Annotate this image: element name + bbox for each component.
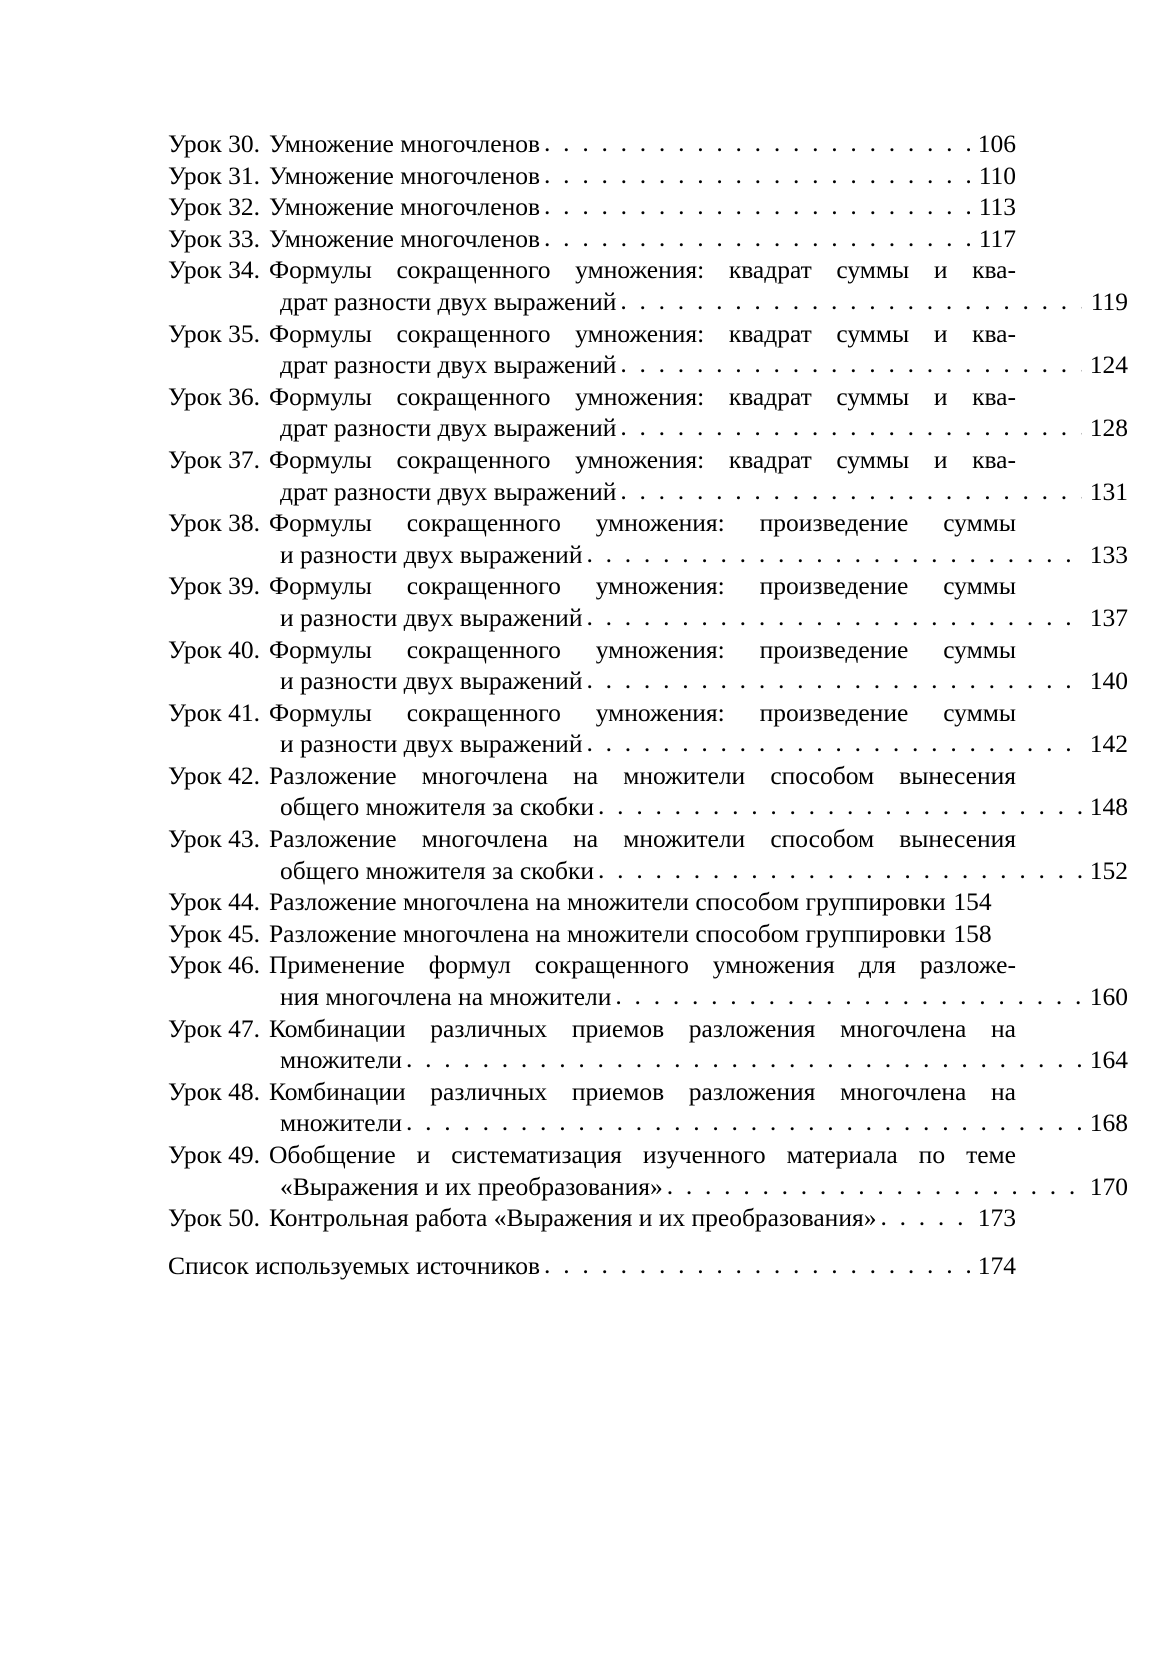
entry-title-line1: Формулы сокращенного умножения: квадрат суммы и ква-	[268, 255, 1016, 285]
lesson-label: Урок 30.	[168, 129, 260, 158]
page-number: 119	[1090, 286, 1128, 316]
entry-title-line2: и разности двух выражений	[280, 539, 583, 569]
leader-dots	[616, 348, 1082, 380]
entry-title-line1: Формулы сокращенного умножения: произведение суммы	[268, 571, 1016, 601]
lesson-label: Урок 48.	[168, 1076, 260, 1106]
entry-title-line2: множители	[280, 1108, 402, 1138]
leader-dots	[540, 127, 970, 159]
lesson-label: Урок 34.	[168, 255, 260, 285]
entry-title: Умножение многочленов	[268, 223, 541, 253]
entry-title-line2: драт разности двух выражений	[280, 350, 617, 380]
toc-entry[interactable]	[168, 160, 1016, 192]
table-of-contents	[168, 128, 1128, 1281]
lesson-label: Урок 44.	[168, 887, 260, 917]
toc-entry[interactable]	[168, 381, 1128, 444]
entry-title-line2: драт разности двух выражений	[280, 413, 617, 443]
leader-dots	[540, 190, 970, 222]
lesson-label: Урок 46.	[168, 950, 260, 980]
lesson-label: Урок 33.	[168, 223, 260, 253]
entry-title: Умножение многочленов	[268, 160, 541, 190]
leader-dots	[582, 664, 1082, 696]
page-number: 110	[978, 160, 1016, 190]
entry-title-line2: ния многочлена на множители	[280, 982, 612, 1012]
toc-entry[interactable]	[168, 570, 1128, 633]
lesson-label: Урок 36.	[168, 381, 260, 411]
entry-title: Список используемых источников	[168, 1250, 541, 1280]
lesson-label: Урок 42.	[168, 760, 260, 790]
lesson-label: Урок 39.	[168, 571, 260, 601]
entry-title-line1: Разложение многочлена на множители способом вынесения	[268, 824, 1016, 854]
leader-dots	[402, 1043, 1082, 1075]
toc-entry[interactable]	[168, 1013, 1128, 1076]
lesson-label: Урок 45.	[168, 918, 260, 948]
lesson-label: Урок 37.	[168, 444, 260, 474]
page-number: 154	[953, 887, 992, 917]
entry-title-line1: Формулы сокращенного умножения: произведение суммы	[268, 697, 1016, 727]
entry-title-line2: драт разности двух выражений	[280, 286, 617, 316]
leader-dots	[582, 727, 1082, 759]
toc-entry[interactable]	[168, 318, 1128, 381]
page-number: 140	[1089, 666, 1128, 696]
page-number: 142	[1089, 729, 1128, 759]
page-number: 174	[977, 1250, 1016, 1280]
toc-entry[interactable]	[168, 1076, 1128, 1139]
entry-title-line2: общего множителя за скобки	[280, 855, 595, 885]
page-number: 128	[1089, 413, 1128, 443]
entry-title-line2: и разности двух выражений	[280, 729, 583, 759]
leader-dots	[594, 790, 1082, 822]
entry-title-line1: Формулы сокращенного умножения: квадрат суммы и ква-	[268, 381, 1016, 411]
leader-dots	[616, 411, 1082, 443]
leader-dots	[582, 601, 1082, 633]
page-number: 168	[1089, 1108, 1128, 1138]
entry-title-line2: «Выражения и их преобразования»	[280, 1171, 663, 1201]
entry-title-line2: общего множителя за скобки	[280, 792, 595, 822]
lesson-label: Урок 47.	[168, 1013, 260, 1043]
leader-dots	[582, 538, 1082, 570]
entry-title-line1: Комбинации различных приемов разложения многочлена на	[268, 1013, 1016, 1043]
lesson-label: Урок 32.	[168, 192, 260, 222]
page-number: 131	[1089, 476, 1128, 506]
toc-entry[interactable]	[168, 128, 1016, 160]
page-number: 152	[1089, 855, 1128, 885]
leader-dots	[616, 475, 1082, 507]
leader-dots	[876, 1201, 970, 1233]
page-number: 148	[1089, 792, 1128, 822]
entry-title-line2: и разности двух выражений	[280, 602, 583, 632]
entry-title: Умножение многочленов	[268, 192, 541, 222]
entry-title-line1: Применение формул сокращенного умножения для разложе-	[268, 950, 1016, 980]
toc-entry[interactable]	[168, 918, 1016, 950]
entry-title-line1: Формулы сокращенного умножения: произведение суммы	[268, 508, 1016, 538]
entry-title-line1: Формулы сокращенного умножения: квадрат суммы и ква-	[268, 444, 1016, 474]
lesson-label: Урок 41.	[168, 697, 260, 727]
toc-entry[interactable]	[168, 254, 1128, 317]
lesson-label: Урок 35.	[168, 318, 260, 348]
toc-entry[interactable]	[168, 444, 1128, 507]
toc-entry[interactable]	[168, 223, 1016, 255]
toc-entry[interactable]	[168, 823, 1128, 886]
page-number: 137	[1089, 602, 1128, 632]
entry-title: Контрольная работа «Выражения и их преобразования»	[268, 1203, 877, 1233]
toc-entry-sources[interactable]	[168, 1250, 1016, 1282]
entry-title-line2: и разности двух выражений	[280, 666, 583, 696]
leader-dots	[540, 159, 970, 191]
entry-title-line2: драт разности двух выражений	[280, 476, 617, 506]
entry-title: Умножение многочленов	[268, 129, 541, 158]
entry-title-line1: Формулы сокращенного умножения: произведение суммы	[268, 634, 1016, 664]
leader-dots	[540, 222, 970, 254]
page-number: 124	[1089, 350, 1128, 380]
page-number: 173	[977, 1203, 1016, 1233]
leader-dots	[663, 1170, 1082, 1202]
page-number: 113	[978, 192, 1016, 222]
page-number: 170	[1089, 1171, 1128, 1201]
leader-dots	[540, 1249, 970, 1281]
page-number: 133	[1089, 539, 1128, 569]
leader-dots	[611, 980, 1082, 1012]
entry-title-line1: Разложение многочлена на множители способом вынесения	[268, 760, 1016, 790]
lesson-label: Урок 49.	[168, 1140, 260, 1169]
page-number: 106	[977, 129, 1016, 158]
page-number: 164	[1089, 1045, 1128, 1075]
lesson-label: Урок 50.	[168, 1203, 260, 1233]
toc-entry[interactable]	[168, 760, 1128, 823]
page-number: 117	[978, 223, 1016, 253]
entry-title-line1: Обобщение и систематизация изученного материала по теме	[268, 1140, 1016, 1169]
leader-dots	[594, 854, 1082, 886]
leader-dots	[616, 285, 1082, 317]
toc-entry[interactable]	[168, 191, 1016, 223]
toc-entry[interactable]	[168, 949, 1128, 1012]
toc-entry[interactable]	[168, 886, 1016, 918]
entry-title-line1: Формулы сокращенного умножения: квадрат суммы и ква-	[268, 318, 1016, 348]
entry-title-line2: множители	[280, 1045, 402, 1075]
page-number: 160	[1089, 982, 1128, 1012]
lesson-label: Урок 43.	[168, 824, 260, 854]
toc-entry[interactable]	[168, 1139, 1128, 1202]
lesson-label: Урок 38.	[168, 508, 260, 538]
page-number: 158	[953, 918, 992, 948]
lesson-label: Урок 40.	[168, 634, 260, 664]
entry-title: Разложение многочлена на множители способом группировки	[268, 918, 946, 948]
lesson-label: Урок 31.	[168, 160, 260, 190]
toc-entry[interactable]	[168, 697, 1128, 760]
leader-dots	[402, 1106, 1082, 1138]
toc-entry[interactable]	[168, 507, 1128, 570]
toc-entry[interactable]	[168, 634, 1128, 697]
entry-title: Разложение многочлена на множители способом группировки	[268, 887, 946, 917]
entry-title-line1: Комбинации различных приемов разложения многочлена на	[268, 1076, 1016, 1106]
toc-entry[interactable]	[168, 1202, 1016, 1234]
